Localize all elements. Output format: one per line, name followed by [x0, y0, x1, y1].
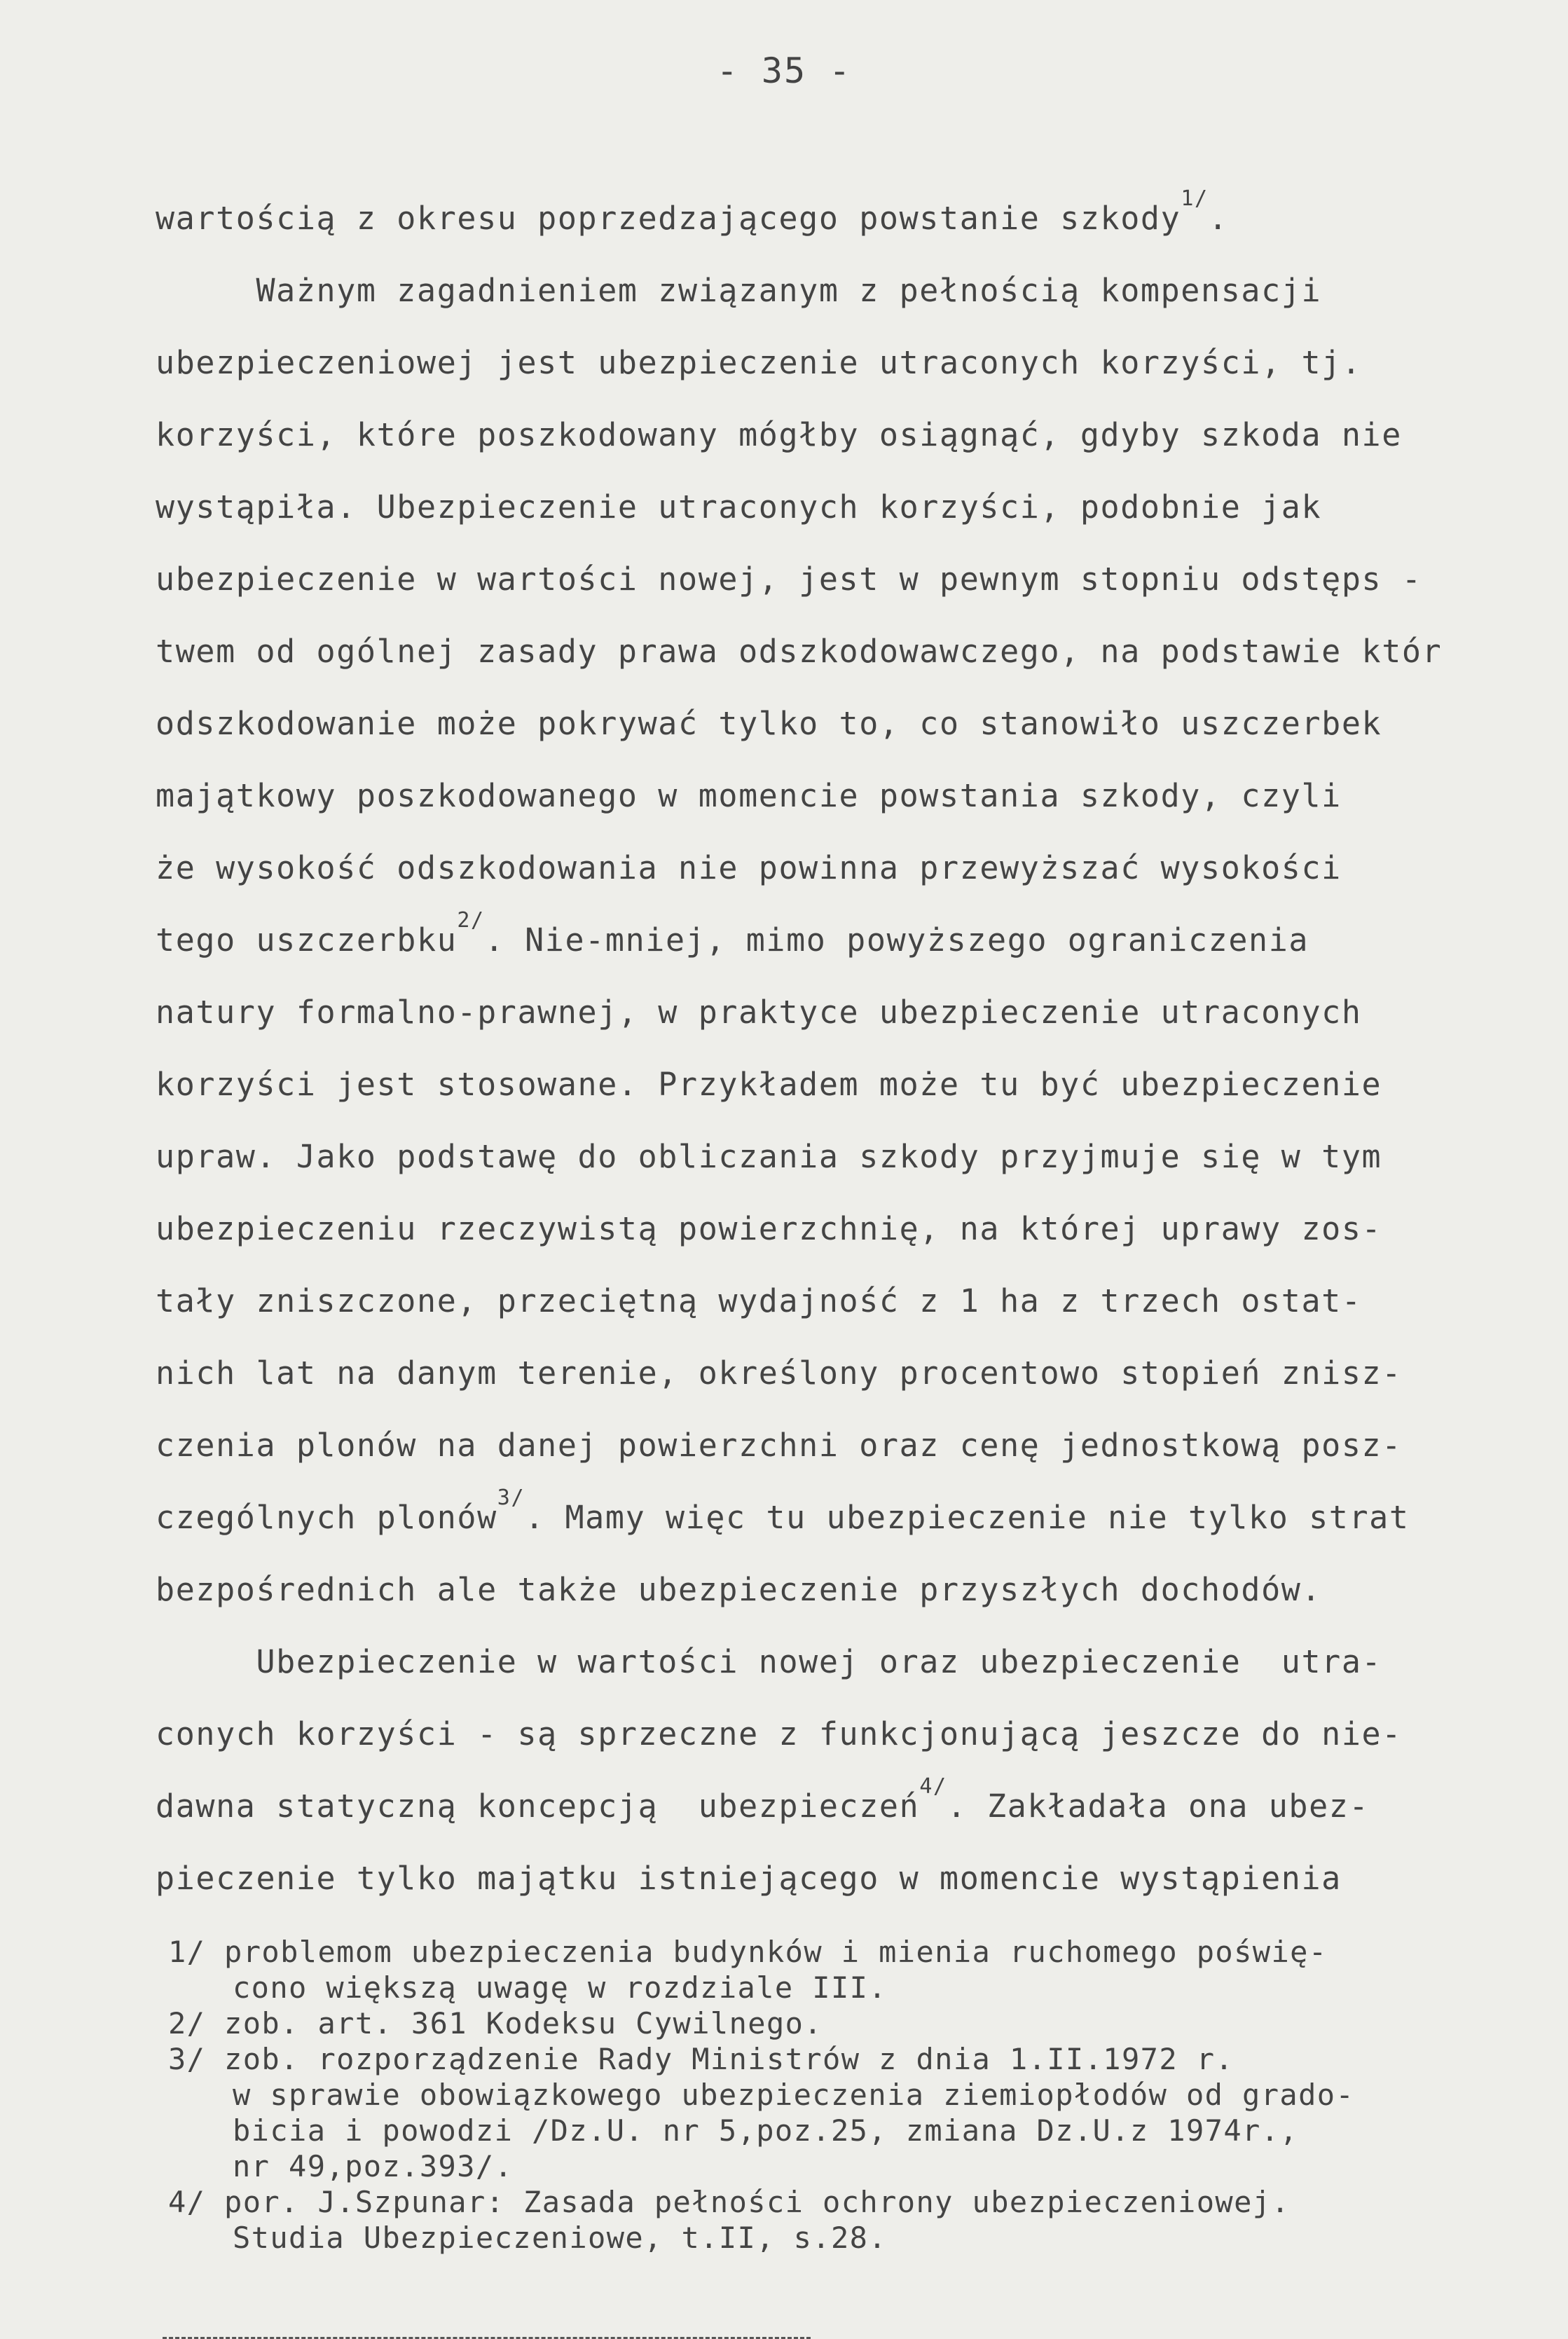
text-line [156, 992, 1522, 1064]
footnote-line: 2/ zob. art. 361 Kodeksu Cywilnego. [168, 2006, 823, 2040]
text-line [156, 1208, 1522, 1280]
text-line [156, 775, 1522, 847]
line-text: upraw. Jako podstawę do obliczania szkody przyjmuje się w tym [156, 1138, 1382, 1175]
text-line [156, 1136, 1522, 1208]
text-line [156, 1774, 1522, 1858]
line-text: korzyści jest stosowane. Przykładem może tu być ubezpieczenie [156, 1066, 1382, 1103]
line-text: natury formalno-prawnej, w praktyce ubezpieczenie utraconych [156, 994, 1362, 1031]
text-line [156, 558, 1522, 631]
footnotes [168, 1934, 1527, 2256]
line-text-continued: . Mamy więc tu ubezpieczenie nie tylko strat [525, 1499, 1410, 1536]
line-text: ubezpieczeniu rzeczywistą powierzchnię, na której uprawy zos- [156, 1210, 1382, 1247]
line-text: nich lat na danym terenie, określony procentowo stopień znisz- [156, 1354, 1402, 1392]
text-line [156, 1425, 1522, 1497]
text-line [156, 631, 1522, 703]
line-text: pieczenie tylko majątku istniejącego w momencie wystąpienia [156, 1860, 1342, 1897]
footnote-reference: 4/ [919, 1774, 947, 1799]
line-text: czególnych plonów [156, 1499, 497, 1536]
text-line [156, 1352, 1522, 1425]
line-text: bezpośrednich ale także ubezpieczenie przyszłych dochodów. [156, 1571, 1322, 1608]
text-line [156, 1486, 1522, 1569]
text-line [156, 1641, 1522, 1713]
footnote-line: 4/ por. J.Szpunar: Zasada pełności ochrony ubezpieczeniowej. [168, 2185, 1291, 2219]
line-text: wystąpiła. Ubezpieczenie utraconych korzyści, podobnie jak [156, 488, 1322, 526]
line-text: Ważnym zagadnieniem związanym z pełnością kompensacji [156, 272, 1322, 309]
text-line [156, 1569, 1522, 1641]
line-text: twem od ogólnej zasady prawa odszkodowawczego, na podstawie któr [156, 633, 1443, 670]
text-line [156, 414, 1522, 486]
footnote-reference: 1/ [1181, 186, 1209, 211]
footnote-line: w sprawie obowiązkowego ubezpieczenia ziemiopłodów od grado- [233, 2078, 1355, 2112]
line-text: dawna statyczną koncepcją ubezpieczeń [156, 1788, 920, 1825]
line-text-continued: . [1208, 200, 1229, 237]
text-line [156, 186, 1522, 270]
footnote-line: Studia Ubezpieczeniowe, t.II, s.28. [233, 2221, 888, 2255]
text-line [156, 1858, 1522, 1930]
page-number: - 35 - [716, 50, 852, 91]
line-text-continued: . Nie-mniej, mimo powyższego ograniczenia [484, 921, 1309, 959]
line-text: Ubezpieczenie w wartości nowej oraz ubezpieczenie utra- [156, 1643, 1382, 1680]
line-text: czenia plonów na danej powierzchni oraz cenę jednostkową posz- [156, 1427, 1402, 1464]
line-text: korzyści, które poszkodowany mógłby osiągnąć, gdyby szkoda nie [156, 416, 1402, 453]
text-line [156, 342, 1522, 414]
line-text: odszkodowanie może pokrywać tylko to, co stanowiło uszczerbek [156, 705, 1382, 742]
footnote-reference: 3/ [497, 1486, 525, 1510]
text-line [156, 270, 1522, 342]
text-line [156, 1713, 1522, 1785]
footnote-line: nr 49,poz.393/. [233, 2149, 514, 2183]
line-text: conych korzyści - są sprzeczne z funkcjonującą jeszcze do nie- [156, 1715, 1402, 1752]
footnote-line: cono większą uwagę w rozdziale III. [233, 1970, 888, 2005]
text-line [156, 703, 1522, 775]
line-text-continued: . Zakładała ona ubez- [947, 1788, 1370, 1825]
text-line [156, 908, 1522, 992]
line-text: ubezpieczeniowej jest ubezpieczenie utraconych korzyści, tj. [156, 344, 1362, 381]
line-text: majątkowy poszkodowanego w momencie powstania szkody, czyli [156, 777, 1342, 814]
footnote-line: 3/ zob. rozporządzenie Rady Ministrów z dnia 1.II.1972 r. [168, 2042, 1235, 2076]
line-text: że wysokość odszkodowania nie powinna przewyższać wysokości [156, 849, 1342, 886]
line-text: ubezpieczenie w wartości nowej, jest w pewnym stopniu odstęps - [156, 561, 1422, 598]
text-line [156, 486, 1522, 558]
line-text: tego uszczerbku [156, 921, 458, 959]
text-line [156, 1280, 1522, 1352]
footnote-reference: 2/ [457, 908, 485, 933]
footnote-line: 1/ problemom ubezpieczenia budynków i mienia ruchomego poświę- [168, 1935, 1328, 1969]
body-text [156, 186, 1522, 1930]
text-line [156, 847, 1522, 919]
footnote-line: bicia i powodzi /Dz.U. nr 5,poz.25, zmiana Dz.U.z 1974r., [233, 2113, 1299, 2148]
text-line [156, 1064, 1522, 1136]
line-text: tały zniszczone, przeciętną wydajność z 1 ha z trzech ostat- [156, 1282, 1362, 1319]
line-text: wartością z okresu poprzedzającego powstanie szkody [156, 200, 1181, 237]
